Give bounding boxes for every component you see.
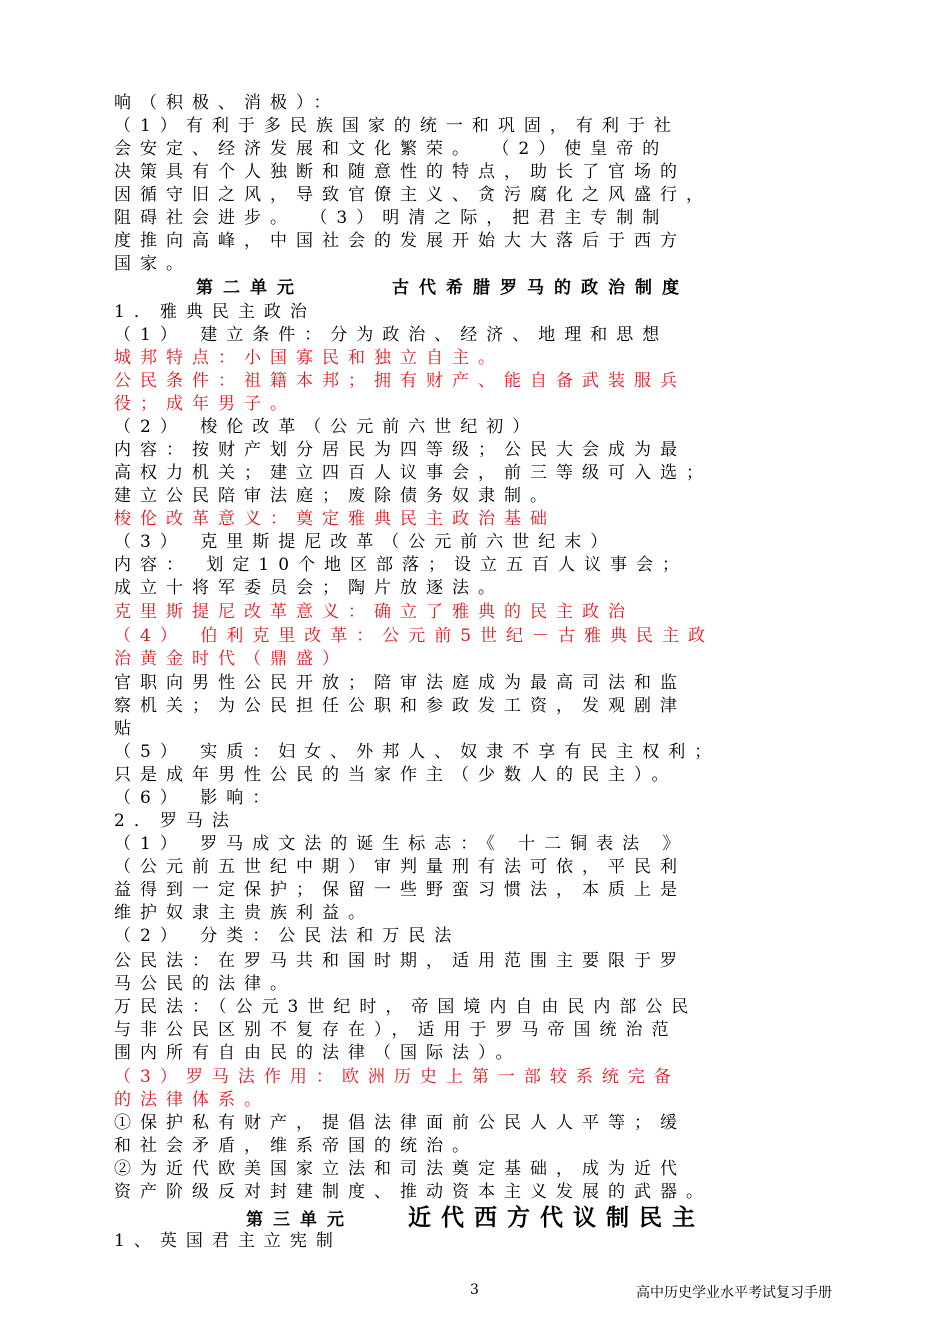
unit-title: 古代希腊罗马的政治制度 <box>392 278 689 298</box>
text-line: 与非公民区别不复存在），适用于罗马帝国统治范 <box>114 1020 678 1040</box>
text-line: 万民法：（公元3世纪时，帝国境内自由民内部公民 <box>114 997 698 1017</box>
text-line: 决策具有个人独断和随意性的特点，助长了官场的 <box>114 162 686 182</box>
highlight-line: 城邦特点：小国寡民和独立自主。 <box>114 348 504 368</box>
text-line: 度推向高峰，中国社会的发展开始大大落后于西方 <box>114 231 686 251</box>
text-line: 成立十将军委员会；陶片放逐法。 <box>114 578 504 598</box>
text-line: （1）有利于多民族国家的统一和巩固，有利于社 <box>114 116 680 136</box>
text-line: （3） 克里斯提尼改革（公元前六世纪末） <box>114 532 617 552</box>
section-heading: 1、英国君主立宪制 <box>114 1231 342 1251</box>
text-line: （5） 实质：妇女、外邦人、奴隶不享有民主权利； <box>114 742 721 762</box>
highlight-line: 治黄金时代（鼎盛） <box>114 649 348 669</box>
highlight-line: （3）罗马法作用：欧洲历史上第一部较系统完备 <box>114 1067 680 1087</box>
text-line: （2） 梭伦改革（公元前六世纪初） <box>114 417 539 437</box>
text-line: 建立公民陪审法庭；废除债务奴隶制。 <box>114 486 556 506</box>
text-line: 响（积极、消极）： <box>114 93 340 113</box>
text-line: （2） 分类：公民法和万民法 <box>114 926 461 946</box>
text-line: 公民法：在罗马共和国时期，适用范围主要限于罗 <box>114 951 686 971</box>
highlight-line: 的法律体系。 <box>114 1090 270 1110</box>
text-line: 益得到一定保护；保留一些野蛮习惯法，本质上是 <box>114 880 686 900</box>
text-line: 会安定、经济发展和文化繁荣。 （2）使皇帝的 <box>114 139 669 159</box>
page-number: 3 <box>470 1282 479 1298</box>
text-line: （公元前五世纪中期）审判量刑有法可依，平民利 <box>114 857 686 877</box>
text-line: 马公民的法律。 <box>114 974 296 994</box>
text-line: 围内所有自由民的法律（国际法）。 <box>114 1043 522 1063</box>
highlight-line: 公民条件：祖籍本邦；拥有财产、能自备武装服兵 <box>114 371 686 391</box>
section-heading: 1．雅典民主政治 <box>114 302 316 322</box>
text-line: 官职向男性公民开放；陪审法庭成为最高司法和监 <box>114 673 686 693</box>
highlight-line: 梭伦改革意义：奠定雅典民主政治基础 <box>114 509 556 529</box>
text-line: 维护奴隶主贵族利益。 <box>114 903 374 923</box>
text-line <box>114 625 854 648</box>
text-line: 只是成年男性公民的当家作主（少数人的民主）。 <box>114 765 678 785</box>
unit-title: 近代西方代议制民主 <box>408 1204 705 1231</box>
text-line: 高权力机关；建立四百人议事会，前三等级可入选； <box>114 463 712 483</box>
text-line: 和社会矛盾，维系帝国的统治。 <box>114 1136 478 1156</box>
section-heading: 2．罗马法 <box>114 811 238 831</box>
text-line: 因循守旧之风，导致官僚主义、贪污腐化之风盛行， <box>114 185 712 205</box>
unit-label: 第二单元 <box>196 278 304 298</box>
text-line: （6） 影响： <box>114 788 279 808</box>
highlight-line: 克里斯提尼改革意义：确立了雅典的民主政治 <box>114 602 634 622</box>
highlight-line: 役；成年男子。 <box>114 394 296 414</box>
text-line: 贴 <box>114 719 140 739</box>
book-title: 高中历史学业水平考试复习手册 <box>636 1285 832 1301</box>
text-line: ①保护私有财产，提倡法律面前公民人人平等；缓 <box>114 1113 686 1133</box>
text-line: 国家。 <box>114 254 192 274</box>
text-line: 内容：按财产划分居民为四等级；公民大会成为最 <box>114 440 686 460</box>
text-line: ②为近代欧美国家立法和司法奠定基础，成为近代 <box>114 1159 686 1179</box>
text-line: 内容： 划定10个地区部落；设立五百人议事会； <box>114 555 689 575</box>
text-line: 察机关；为公民担任公职和参政发工资，发观剧津 <box>114 696 686 716</box>
text-line: （1） 建立条件：分为政治、经济、地理和思想 <box>114 325 669 345</box>
text-line: （1） 罗马成文法的诞生标志：《 十二铜表法 》 <box>114 834 689 854</box>
unit-label: 第三单元 <box>246 1210 354 1230</box>
text-line: 阻碍社会进步。 （3）明清之际，把君主专制制 <box>114 208 669 228</box>
text-line: （4） 伯利克里改革：公元前5世纪－古雅典民主政 <box>114 626 715 646</box>
text-line: 资产阶级反对封建制度、推动资本主义发展的武器。 <box>114 1182 712 1202</box>
